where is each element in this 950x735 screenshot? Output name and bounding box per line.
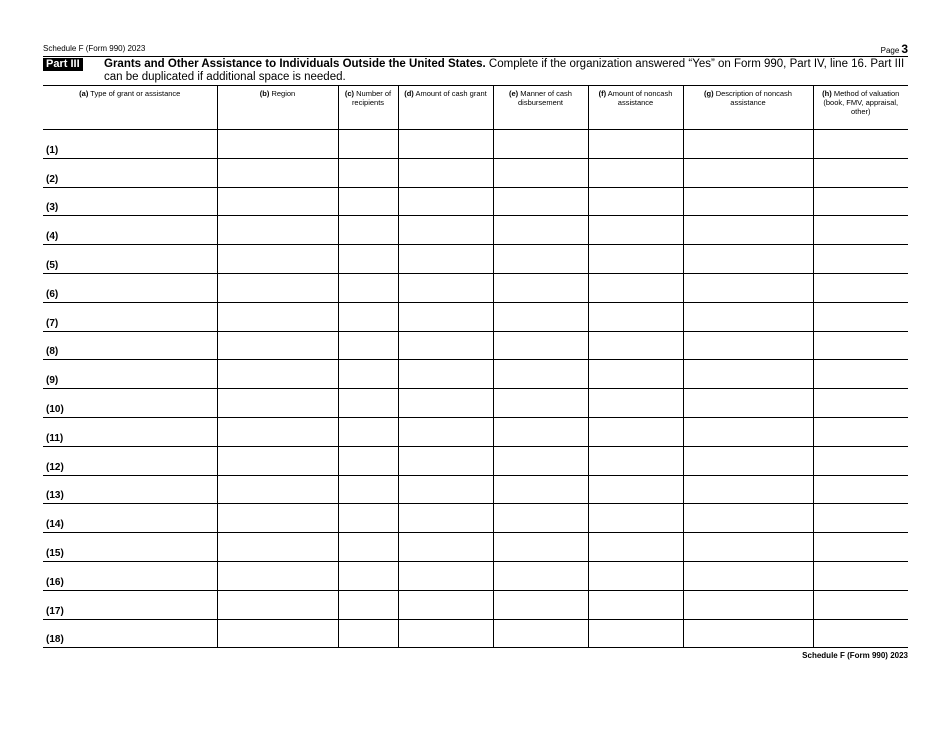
table-cell-input[interactable]: [588, 216, 683, 245]
table-cell-input[interactable]: [398, 475, 493, 504]
table-cell-input[interactable]: [493, 158, 588, 187]
cell-type-of-grant[interactable]: [43, 158, 217, 187]
table-row: [43, 273, 908, 302]
row-number: (12): [46, 461, 64, 473]
cell-type-of-grant[interactable]: [43, 619, 217, 648]
row-number: (13): [46, 490, 64, 502]
table-cell-input[interactable]: [588, 130, 683, 159]
column-label: Region: [271, 89, 296, 98]
table-cell-input[interactable]: [683, 475, 813, 504]
table-cell-input[interactable]: [338, 216, 398, 245]
column-letter: (b): [259, 89, 270, 98]
table-cell-input[interactable]: [683, 245, 813, 274]
table-cell-input[interactable]: [813, 130, 908, 159]
column-letter: (e): [509, 89, 519, 98]
table-cell-input[interactable]: [588, 417, 683, 446]
table-cell-input[interactable]: [338, 561, 398, 590]
table-cell-input[interactable]: [813, 360, 908, 389]
row-number: (9): [46, 375, 59, 387]
part-instructions: Complete if the organization answered “Yes” on Form 990, Part IV, line 16. Part III can be duplicated if additional space is needed.: [104, 58, 905, 83]
row-number: (16): [46, 576, 64, 588]
table-cell-input[interactable]: [683, 504, 813, 533]
table-cell-input[interactable]: [813, 590, 908, 619]
table-cell-input[interactable]: [683, 273, 813, 302]
table-cell-input[interactable]: [588, 389, 683, 418]
table-cell-input[interactable]: [813, 158, 908, 187]
table-row: [43, 216, 908, 245]
table-cell-input[interactable]: [813, 273, 908, 302]
page-label: Page: [880, 46, 900, 55]
table-cell-input[interactable]: [217, 158, 338, 187]
table-cell-input[interactable]: [683, 389, 813, 418]
table-cell-input[interactable]: [338, 417, 398, 446]
table-cell-input[interactable]: [683, 158, 813, 187]
column-label: Amount of noncash assistance: [607, 89, 673, 107]
cell-type-of-grant[interactable]: [43, 446, 217, 475]
table-cell-input[interactable]: [813, 389, 908, 418]
table-cell-input[interactable]: [217, 331, 338, 360]
table-cell-input[interactable]: [683, 590, 813, 619]
table-cell-input[interactable]: [683, 417, 813, 446]
table-cell-input[interactable]: [683, 360, 813, 389]
table-cell-input[interactable]: [398, 331, 493, 360]
table-cell-input[interactable]: [493, 561, 588, 590]
table-cell-input[interactable]: [813, 619, 908, 648]
column-label: Amount of cash grant: [415, 89, 487, 98]
table-cell-input[interactable]: [493, 216, 588, 245]
table-cell-input[interactable]: [813, 216, 908, 245]
row-number: (14): [46, 519, 64, 531]
table-cell-input[interactable]: [493, 245, 588, 274]
table-cell-input[interactable]: [493, 389, 588, 418]
table-row: [43, 130, 908, 159]
table-cell-input[interactable]: [217, 360, 338, 389]
table-cell-input[interactable]: [588, 158, 683, 187]
cell-type-of-grant[interactable]: [43, 130, 217, 159]
table-cell-input[interactable]: [338, 446, 398, 475]
column-letter: (a): [79, 89, 89, 98]
table-cell-input[interactable]: [493, 187, 588, 216]
table-row: [43, 331, 908, 360]
column-letter: (f): [598, 89, 607, 98]
table-cell-input[interactable]: [683, 561, 813, 590]
column-label: Method of valuation (book, FMV, appraisal, other): [823, 89, 900, 116]
table-cell-input[interactable]: [398, 446, 493, 475]
table-cell-input[interactable]: [588, 187, 683, 216]
cell-type-of-grant[interactable]: [43, 216, 217, 245]
table-cell-input[interactable]: [398, 158, 493, 187]
part-badge: Part III: [43, 58, 83, 71]
table-cell-input[interactable]: [493, 273, 588, 302]
table-cell-input[interactable]: [338, 331, 398, 360]
table-cell-input[interactable]: [588, 446, 683, 475]
row-number: (15): [46, 547, 64, 559]
footer-form-name: Schedule F (Form 990) 2023: [802, 651, 908, 660]
column-header-f: [588, 86, 683, 130]
table-cell-input[interactable]: [588, 360, 683, 389]
cell-type-of-grant[interactable]: [43, 590, 217, 619]
table-row: [43, 533, 908, 562]
table-row: [43, 619, 908, 648]
table-cell-input[interactable]: [683, 331, 813, 360]
table-cell-input[interactable]: [813, 245, 908, 274]
table-cell-input[interactable]: [338, 245, 398, 274]
table-cell-input[interactable]: [588, 590, 683, 619]
table-cell-input[interactable]: [683, 187, 813, 216]
column-label: Description of noncash assistance: [715, 89, 792, 107]
table-cell-input[interactable]: [217, 446, 338, 475]
cell-type-of-grant[interactable]: [43, 331, 217, 360]
table-cell-input[interactable]: [813, 561, 908, 590]
column-label: Manner of cash disbursement: [517, 89, 572, 107]
table-row: [43, 475, 908, 504]
column-letter: (c): [344, 89, 355, 98]
table-cell-input[interactable]: [813, 302, 908, 331]
table-row: [43, 245, 908, 274]
row-number: (18): [46, 634, 64, 646]
table-cell-input[interactable]: [588, 619, 683, 648]
table-cell-input[interactable]: [813, 331, 908, 360]
table-cell-input[interactable]: [398, 273, 493, 302]
table-row: [43, 417, 908, 446]
table-cell-input[interactable]: [493, 331, 588, 360]
table-cell-input[interactable]: [683, 130, 813, 159]
column-header-e: [493, 86, 588, 130]
table-cell-input[interactable]: [588, 533, 683, 562]
column-label: Type of grant or assistance: [90, 89, 181, 98]
cell-type-of-grant[interactable]: [43, 360, 217, 389]
table-cell-input[interactable]: [398, 130, 493, 159]
table-cell-input[interactable]: [493, 302, 588, 331]
form-name: Schedule F (Form 990) 2023: [43, 44, 146, 53]
row-number: (17): [46, 605, 64, 617]
table-cell-input[interactable]: [813, 533, 908, 562]
table-cell-input[interactable]: [588, 245, 683, 274]
table-cell-input[interactable]: [813, 475, 908, 504]
table-cell-input[interactable]: [588, 475, 683, 504]
table-cell-input[interactable]: [217, 417, 338, 446]
row-number: (6): [46, 288, 59, 300]
row-number: (3): [46, 202, 59, 214]
table-cell-input[interactable]: [217, 245, 338, 274]
cell-type-of-grant[interactable]: [43, 187, 217, 216]
cell-type-of-grant[interactable]: [43, 417, 217, 446]
page-number: 3: [901, 42, 908, 56]
table-cell-input[interactable]: [338, 619, 398, 648]
column-header-d: [398, 86, 493, 130]
column-header-c: [338, 86, 398, 130]
row-number: (2): [46, 173, 59, 185]
cell-type-of-grant[interactable]: [43, 389, 217, 418]
table-cell-input[interactable]: [338, 187, 398, 216]
table-cell-input[interactable]: [338, 590, 398, 619]
table-cell-input[interactable]: [493, 619, 588, 648]
table-cell-input[interactable]: [338, 389, 398, 418]
table-cell-input[interactable]: [217, 504, 338, 533]
grants-table: [43, 86, 908, 648]
table-cell-input[interactable]: [217, 216, 338, 245]
table-cell-input[interactable]: [398, 216, 493, 245]
table-cell-input[interactable]: [683, 533, 813, 562]
cell-type-of-grant[interactable]: [43, 533, 217, 562]
column-header-row: [43, 86, 908, 130]
cell-type-of-grant[interactable]: [43, 504, 217, 533]
table-cell-input[interactable]: [493, 504, 588, 533]
part-heading: [43, 57, 908, 86]
row-number: (11): [46, 432, 64, 444]
table-cell-input[interactable]: [398, 504, 493, 533]
table-row: [43, 504, 908, 533]
table-cell-input[interactable]: [683, 302, 813, 331]
column-letter: (g): [704, 89, 714, 98]
table-cell-input[interactable]: [493, 446, 588, 475]
row-number: (8): [46, 346, 59, 358]
table-cell-input[interactable]: [493, 533, 588, 562]
table-cell-input[interactable]: [813, 417, 908, 446]
table-cell-input[interactable]: [493, 590, 588, 619]
table-cell-input[interactable]: [398, 245, 493, 274]
table-cell-input[interactable]: [217, 389, 338, 418]
page-header: [43, 42, 908, 57]
table-row: [43, 158, 908, 187]
table-cell-input[interactable]: [683, 619, 813, 648]
column-header-h: [813, 86, 908, 130]
table-cell-input[interactable]: [217, 590, 338, 619]
table-row: [43, 187, 908, 216]
table-cell-input[interactable]: [813, 446, 908, 475]
table-cell-input[interactable]: [493, 417, 588, 446]
table-row: [43, 302, 908, 331]
part-description: [104, 58, 908, 84]
table-cell-input[interactable]: [338, 302, 398, 331]
table-cell-input[interactable]: [398, 619, 493, 648]
table-row: [43, 360, 908, 389]
table-cell-input[interactable]: [338, 504, 398, 533]
table-cell-input[interactable]: [683, 446, 813, 475]
table-cell-input[interactable]: [588, 302, 683, 331]
table-row: [43, 446, 908, 475]
table-cell-input[interactable]: [217, 130, 338, 159]
table-cell-input[interactable]: [493, 360, 588, 389]
table-cell-input[interactable]: [338, 273, 398, 302]
table-cell-input[interactable]: [217, 273, 338, 302]
table-cell-input[interactable]: [398, 389, 493, 418]
table-cell-input[interactable]: [217, 561, 338, 590]
table-row: [43, 590, 908, 619]
table-cell-input[interactable]: [338, 533, 398, 562]
table-cell-input[interactable]: [338, 475, 398, 504]
table-cell-input[interactable]: [588, 561, 683, 590]
row-number: (1): [46, 144, 59, 156]
cell-type-of-grant[interactable]: [43, 475, 217, 504]
table-cell-input[interactable]: [398, 590, 493, 619]
row-number: (5): [46, 259, 59, 271]
table-cell-input[interactable]: [813, 504, 908, 533]
table-cell-input[interactable]: [493, 130, 588, 159]
table-cell-input[interactable]: [398, 187, 493, 216]
table-cell-input[interactable]: [398, 533, 493, 562]
column-header-g: [683, 86, 813, 130]
table-cell-input[interactable]: [398, 360, 493, 389]
table-cell-input[interactable]: [588, 331, 683, 360]
column-letter: (h): [822, 89, 832, 98]
table-cell-input[interactable]: [398, 561, 493, 590]
table-cell-input[interactable]: [338, 360, 398, 389]
part-title: Grants and Other Assistance to Individuals Outside the United States.: [104, 58, 486, 70]
table-cell-input[interactable]: [588, 273, 683, 302]
table-cell-input[interactable]: [338, 130, 398, 159]
table-cell-input[interactable]: [217, 475, 338, 504]
table-cell-input[interactable]: [217, 187, 338, 216]
column-letter: (d): [404, 89, 414, 98]
grants-table-body: [43, 130, 908, 648]
cell-type-of-grant[interactable]: [43, 561, 217, 590]
table-cell-input[interactable]: [398, 302, 493, 331]
row-number: (4): [46, 231, 59, 243]
table-cell-input[interactable]: [588, 504, 683, 533]
page-number-label: [881, 42, 908, 56]
table-cell-input[interactable]: [217, 302, 338, 331]
table-row: [43, 389, 908, 418]
cell-type-of-grant[interactable]: [43, 302, 217, 331]
table-cell-input[interactable]: [398, 417, 493, 446]
row-number: (10): [46, 403, 64, 415]
cell-type-of-grant[interactable]: [43, 245, 217, 274]
column-header-b: [217, 86, 338, 130]
table-row: [43, 561, 908, 590]
table-cell-input[interactable]: [217, 619, 338, 648]
column-label: Number of recipients: [351, 89, 392, 107]
table-cell-input[interactable]: [683, 216, 813, 245]
table-cell-input[interactable]: [493, 475, 588, 504]
table-cell-input[interactable]: [217, 533, 338, 562]
table-cell-input[interactable]: [813, 187, 908, 216]
cell-type-of-grant[interactable]: [43, 273, 217, 302]
table-cell-input[interactable]: [338, 158, 398, 187]
row-number: (7): [46, 317, 59, 329]
column-header-a: [43, 86, 217, 130]
